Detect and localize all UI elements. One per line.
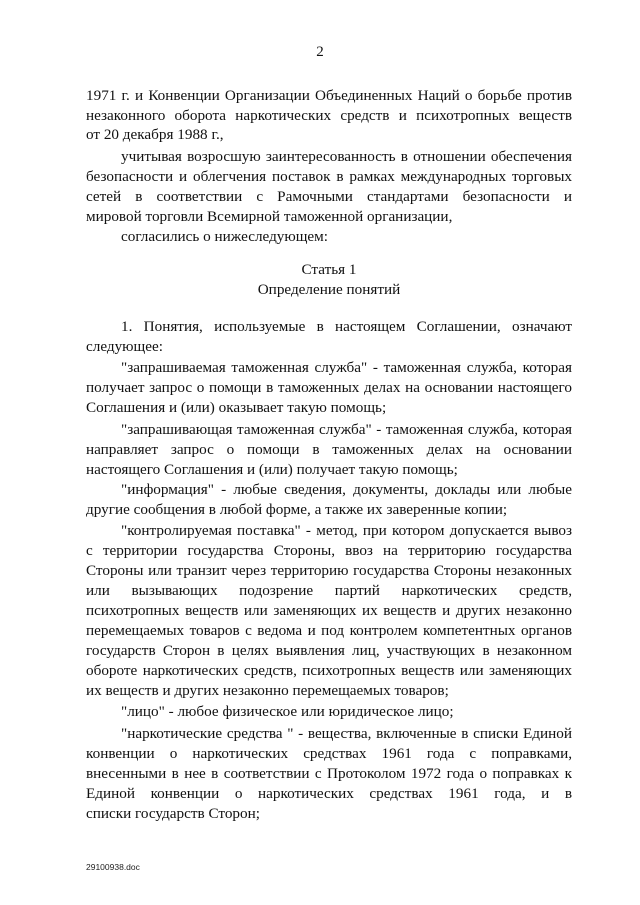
text-line: согласились о нижеследующем: bbox=[121, 228, 329, 245]
text-line: списки государств Сторон; bbox=[86, 805, 260, 822]
text-line: внесенными в нее в соответствии с Протоколом 1972 года о поправках к bbox=[86, 765, 572, 782]
text-line: "запрашиваемая таможенная служба" - таможенная служба, которая bbox=[121, 359, 572, 376]
text-line: 1971 г. и Конвенции Организации Объединенных Наций о борьбе против bbox=[86, 87, 572, 104]
page-number: 2 bbox=[316, 44, 324, 60]
text-line: конвенции о наркотических средствах 1961 года с поправками, bbox=[86, 745, 572, 762]
text-line: безопасности и облегчения поставок в рамках международных торговых bbox=[86, 168, 572, 185]
article-title: Статья 1 bbox=[301, 261, 357, 278]
text-line: следующее: bbox=[86, 338, 163, 355]
text-line: сетей в соответствии с Рамочными стандартами безопасности и bbox=[86, 188, 572, 205]
text-line: 1. Понятия, используемые в настоящем Соглашении, означают bbox=[121, 318, 572, 335]
text-line: направляет запрос о помощи в таможенных делах на основании bbox=[86, 441, 572, 458]
text-line: мировой торговли Всемирной таможенной организации, bbox=[86, 208, 453, 225]
footer-filename: 29100938.doc bbox=[86, 862, 140, 872]
text-line: Единой конвенции о наркотических средствах 1961 года, и в bbox=[86, 785, 572, 802]
text-line: настоящего Соглашения и (или) получает такую помощь; bbox=[86, 461, 458, 478]
text-line: другие сообщения в любой форме, а также их заверенные копии; bbox=[86, 501, 508, 518]
text-line: Соглашения и (или) оказывает такую помощь; bbox=[86, 399, 387, 416]
text-line: учитывая возросшую заинтересованность в отношении обеспечения bbox=[121, 148, 572, 165]
text-line: "информация" - любые сведения, документы, доклады или любые bbox=[121, 481, 572, 498]
text-line: получает запрос о помощи в таможенных делах на основании настоящего bbox=[86, 379, 572, 396]
text-line: "наркотические средства " - вещества, включенные в списки Единой bbox=[121, 725, 572, 742]
text-line: перемещаемых товаров с ведома и под контролем компетентных органов bbox=[86, 622, 572, 639]
text-line: государств Сторон в целях выявления лиц, участвующих в незаконном bbox=[86, 642, 572, 659]
text-line: незаконного оборота наркотических средств и психотропных веществ bbox=[86, 107, 572, 124]
text-line: "запрашивающая таможенная служба" - таможенная служба, которая bbox=[121, 421, 572, 438]
text-line: Стороны или транзит через территорию государства Стороны незаконных bbox=[86, 562, 572, 579]
text-line: от 20 декабря 1988 г., bbox=[86, 126, 224, 143]
text-line: "контролируемая поставка" - метод, при котором допускается вывоз bbox=[121, 522, 572, 539]
text-line: или вызывающих подозрение партий наркотических средств, bbox=[86, 582, 572, 599]
text-line: обороте наркотических средств, психотропных веществ или заменяющих bbox=[86, 662, 572, 679]
text-line: их веществ и других незаконно перемещаемых товаров; bbox=[86, 682, 449, 699]
text-line: "лицо" - любое физическое или юридическое лицо; bbox=[121, 703, 454, 720]
text-line: с территории государства Стороны, ввоз на территорию государства bbox=[86, 542, 572, 559]
article-subtitle: Определение понятий bbox=[257, 281, 401, 298]
text-line: психотропных веществ или заменяющих их веществ и других незаконно bbox=[86, 602, 572, 619]
